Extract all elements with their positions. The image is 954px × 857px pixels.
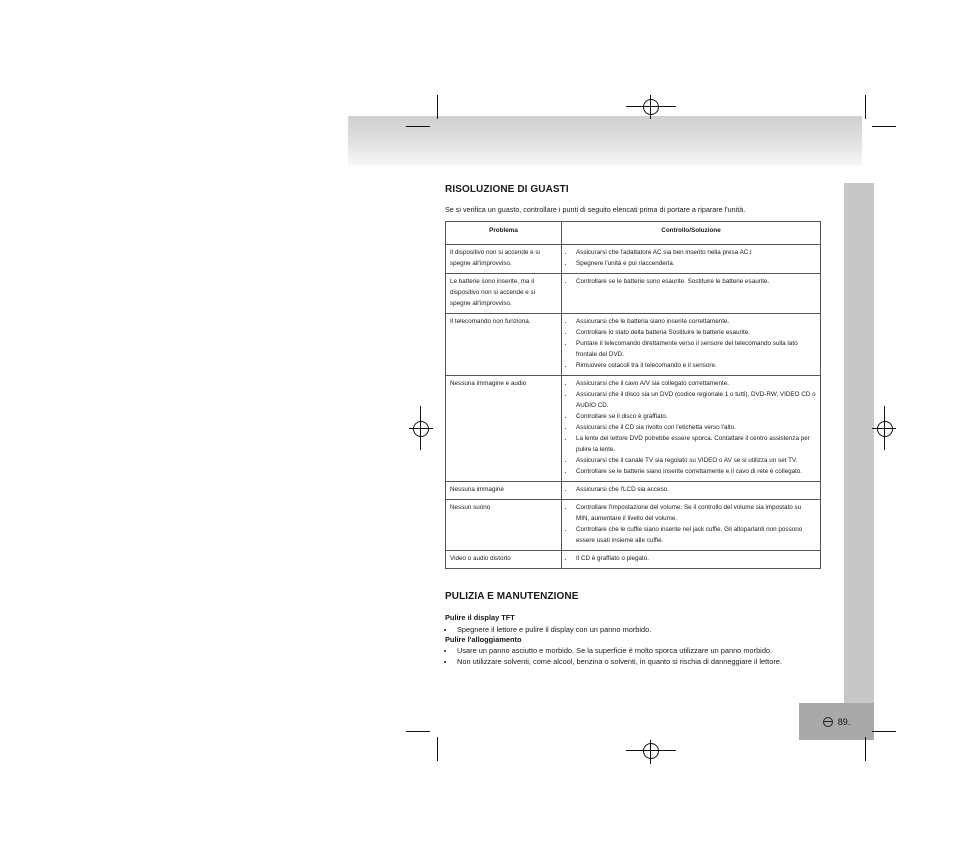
solution-item: • Controllare l'impostazione del volume. Se il controllo del volume sia impostato su MIN, aumentare il livello del volume. bbox=[574, 502, 816, 524]
solution-list bbox=[566, 502, 816, 546]
problem-cell: Nessuna immagine e audio bbox=[446, 376, 562, 482]
solution-item: • Spegnere l'unità e poi riaccenderla. bbox=[574, 258, 816, 269]
troubleshooting-table bbox=[445, 221, 821, 569]
list-item: • Usare un panno asciutto e morbido. Se la superficie è molto sporca utilizzare un panno morbido. bbox=[455, 645, 821, 656]
page-number: 89. bbox=[837, 716, 851, 727]
display-care-heading: Pulire il display TFT bbox=[445, 613, 515, 622]
table-row bbox=[446, 274, 821, 314]
problem-cell: Nessuna immagine bbox=[446, 482, 562, 500]
solution-item: • Controllare lo stato della batteria Sostituire le batterie esaurite. bbox=[574, 327, 816, 338]
problem-header: Problema bbox=[446, 222, 562, 245]
solution-list bbox=[566, 378, 816, 477]
problem-cell: Il telecomando non funziona. bbox=[446, 314, 562, 376]
table-header-row bbox=[446, 222, 821, 245]
solution-item: • Controllare se il disco è graffiato. bbox=[574, 411, 816, 422]
problem-cell: Le batterie sono inserite, ma il dispositivo non si accende e si spegne all'improvviso. bbox=[446, 274, 562, 314]
troubleshooting-title: RISOLUZIONE DI GUASTI bbox=[445, 184, 569, 195]
solution-cell bbox=[562, 482, 821, 500]
solution-list bbox=[566, 553, 816, 564]
troubleshooting-intro: Se si verifica un guasto, controllare i punti di seguito elencati prima di portare a riparare l'unità. bbox=[445, 205, 746, 214]
solution-cell bbox=[562, 245, 821, 274]
solution-item: • Controllare se le batterie siano inserite correttamente e il cavo di rete è collegato. bbox=[574, 466, 816, 477]
problem-cell: Il dispositivo non si accende e si spegne all'improvviso. bbox=[446, 245, 562, 274]
solution-item: • Controllare se le batterie sono esaurite. Sostituire le batterie esaurite. bbox=[574, 276, 816, 287]
table-row bbox=[446, 314, 821, 376]
table-row bbox=[446, 245, 821, 274]
globe-icon bbox=[823, 717, 833, 727]
solution-item: • Assicurarsi che il CD sia rivolto con l'etichetta verso l'alto. bbox=[574, 422, 816, 433]
solution-cell bbox=[562, 274, 821, 314]
display-care-list bbox=[445, 624, 821, 635]
solution-cell bbox=[562, 551, 821, 569]
table-row bbox=[446, 551, 821, 569]
page-number-badge bbox=[799, 703, 874, 740]
page-content bbox=[445, 184, 821, 667]
solution-list bbox=[566, 276, 816, 287]
solution-item: • Assicurarsi che le batteria siano inserite correttamente. bbox=[574, 316, 816, 327]
solution-list bbox=[566, 316, 816, 371]
solution-item: • Controllare che le cuffie siano inserite nel jack cuffie. Gli altoparlanti non possono essere usati insieme alle cuffie. bbox=[574, 524, 816, 546]
solution-item: • Assicurarsi che il cavo A/V sia collegato correttamente. bbox=[574, 378, 816, 389]
list-item: • Non utilizzare solventi, come alcool, benzina o solventi, in quanto si rischia di danneggiare il lettore. bbox=[455, 656, 821, 667]
problem-cell: Video o audio distorto bbox=[446, 551, 562, 569]
solution-item: • Puntare il telecomando direttamente verso il sensore del telecomando sulla lato frontale del DVD. bbox=[574, 338, 816, 360]
solution-item: • Il CD è graffiato o piegato. bbox=[574, 553, 816, 564]
housing-care-list bbox=[445, 645, 821, 667]
problem-cell: Nessun suono bbox=[446, 500, 562, 551]
housing-care-heading: Pulire l'alloggiamento bbox=[445, 635, 522, 644]
solution-item: • Assicurarsi che l'LCD sia acceso. bbox=[574, 484, 816, 495]
solution-cell bbox=[562, 314, 821, 376]
table-row bbox=[446, 482, 821, 500]
solution-item: • La lente del lettore DVD potrebbe essere sporca. Contattare il centro assistenza per pulire la lente. bbox=[574, 433, 816, 455]
solution-item: • Assicurarsi che l'adattatore AC sia ben inserito nella presa AC.l bbox=[574, 247, 816, 258]
solution-cell bbox=[562, 376, 821, 482]
table-row bbox=[446, 500, 821, 551]
care-title: PULIZIA E MANUTENZIONE bbox=[445, 591, 579, 602]
solution-list bbox=[566, 484, 816, 495]
list-item: • Spegnere il lettore e pulire il display con un panno morbido. bbox=[455, 624, 821, 635]
solution-item: • Rimuovere ostacoli tra il telecomando e il sensore. bbox=[574, 360, 816, 371]
side-tab bbox=[844, 183, 874, 703]
solution-item: • Assicurarsi che il canale TV sia regolato su VIDEO o AV se si utilizza un set TV. bbox=[574, 455, 816, 466]
solution-header: Controllo/Soluzione bbox=[562, 222, 821, 245]
solution-item: • Assicurarsi che il disco sia un DVD (codice regionale 1 o tutti), DVD-RW, VIDEO CD o AUDIO CD. bbox=[574, 389, 816, 411]
solution-list bbox=[566, 247, 816, 269]
header-band bbox=[348, 116, 862, 166]
solution-cell bbox=[562, 500, 821, 551]
table-row bbox=[446, 376, 821, 482]
